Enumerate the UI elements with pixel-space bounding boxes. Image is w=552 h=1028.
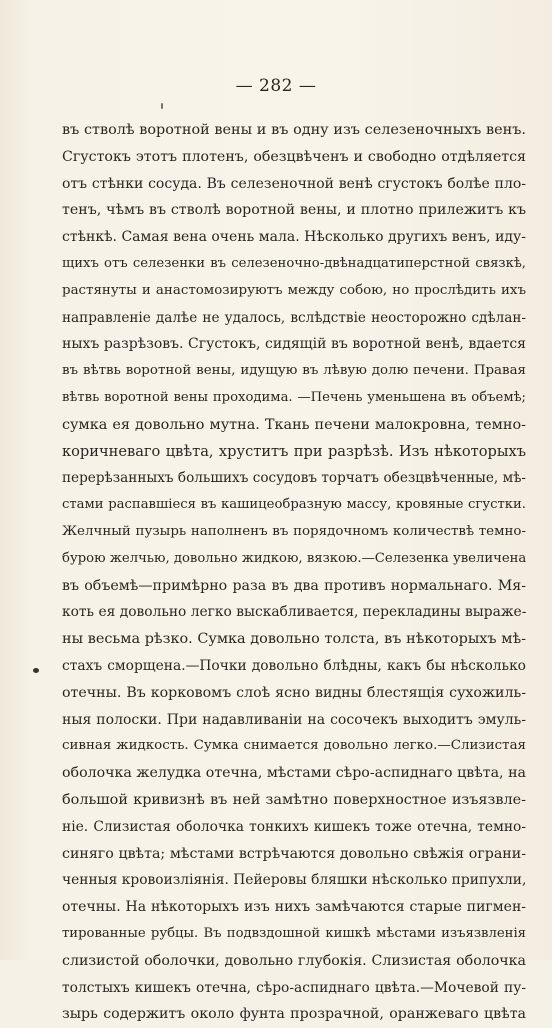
- text-line: большой кривизнѣ въ ней замѣтно поверхностное изъязвле-: [62, 791, 526, 808]
- text-line: стами распавшіеся въ кашицеобразную массу, кровяные сгустки.: [62, 497, 526, 513]
- text-line: стѣнкѣ. Самая вена очень мала. Нѣсколько другихъ венъ, иду-: [62, 229, 526, 246]
- text-line: отъ стѣнки сосуда. Въ селезеночной венѣ сгустокъ болѣе пло-: [62, 175, 526, 192]
- text-line: зырь содержитъ около фунта прозрачной, оранжеваго цвѣта: [62, 1006, 526, 1023]
- ink-speck: [33, 668, 39, 673]
- text-line: ніе. Слизистая оболочка тонкихъ кишекъ тоже отечна, темно-: [62, 818, 526, 835]
- text-line: оболочка желудка отечна, мѣстами сѣро-аспиднаго цвѣта, на: [62, 765, 526, 782]
- text-line: слизистой оболочки, довольно глубокія. Слизистая оболочка: [62, 952, 526, 969]
- text-line: стахъ сморщена.—Почки довольно блѣдны, какъ бы нѣсколько: [62, 657, 526, 674]
- page-number: — 282 —: [235, 76, 317, 96]
- text-line: коричневаго цвѣта, хруститъ при разрѣзѣ. Изъ нѣкоторыхъ: [62, 442, 526, 460]
- text-line: ныхъ разрѣзовъ. Сгустокъ, сидящій въ воротной венѣ, вдается: [62, 336, 526, 353]
- text-line: въ стволѣ воротной вены и въ одну изъ селезеночныхъ венъ.: [62, 122, 526, 138]
- text-line: бурою желчью, довольно жидкою, вязкою.—Селезенка увеличена: [62, 550, 527, 566]
- text-line: ныя полоски. При надавливаніи на сосочекъ выходитъ эмуль-: [62, 711, 526, 728]
- text-line: коть ея довольно легко выскабливается, перекладины выраже-: [62, 604, 527, 621]
- text-line: синяго цвѣта; мѣстами встрѣчаются довольно свѣжія ограни-: [62, 845, 526, 862]
- text-line: отечны. На нѣкоторыхъ изъ нихъ замѣчаются старые пигмен-: [62, 899, 526, 916]
- text-line: перерѣзанныхъ большихъ сосудовъ торчатъ обезцвѣченные, мѣ-: [62, 470, 526, 487]
- text-line: Желчный пузырь наполненъ въ порядочномъ количествѣ темно-: [62, 523, 526, 539]
- text-line: толстыхъ кишекъ отечна, сѣро-аспиднаго цвѣта.—Мочевой пу-: [62, 979, 526, 996]
- text-line: ны весьма рѣзко. Сумка довольно толста, въ нѣкоторыхъ мѣ-: [62, 631, 526, 648]
- text-line: направленіе далѣе не удалось, вслѣдствіе неосторожно сдѣлан-: [62, 309, 526, 326]
- text-line: тированные рубцы. Въ подвздошной кишкѣ мѣстами изъязвленія: [62, 925, 526, 941]
- text-line: въ вѣтвь воротной вены, идущую въ лѣвую долю печени. Правая: [62, 363, 526, 379]
- text-line: ченныя кровоизліянія. Пейеровы бляшки нѣсколько припухли,: [62, 872, 527, 889]
- ink-speck: [161, 103, 163, 109]
- text-line: тенъ, чѣмъ въ стволѣ воротной вены, и плотно прилежитъ къ: [62, 202, 526, 219]
- text-line: сивная жидкость. Сумка снимается довольно легко.—Слизистая: [62, 738, 526, 754]
- text-line: сумка ея довольно мутна. Ткань печени малокровна, темно-: [62, 416, 526, 433]
- text-line: вѣтвь воротной вены проходима. —Печень уменьшена въ объемѣ;: [62, 389, 526, 405]
- text-line: растянуты и анастомозируютъ между собою, но прослѣдить ихъ: [62, 282, 526, 298]
- text-line: отечны. Въ корковомъ слоѣ ясно видны блестящія сухожиль-: [62, 684, 526, 701]
- text-line: щихъ отъ селезенки въ селезеночно-двѣнадцатиперстной связкѣ,: [62, 255, 526, 271]
- text-line: Сгустокъ этотъ плотенъ, обезцвѣченъ и свободно отдѣляется: [62, 148, 526, 165]
- text-line: въ объемѣ—примѣрно раза въ два противъ нормальнаго. Мя-: [62, 577, 526, 594]
- body-text: [62, 117, 526, 1028]
